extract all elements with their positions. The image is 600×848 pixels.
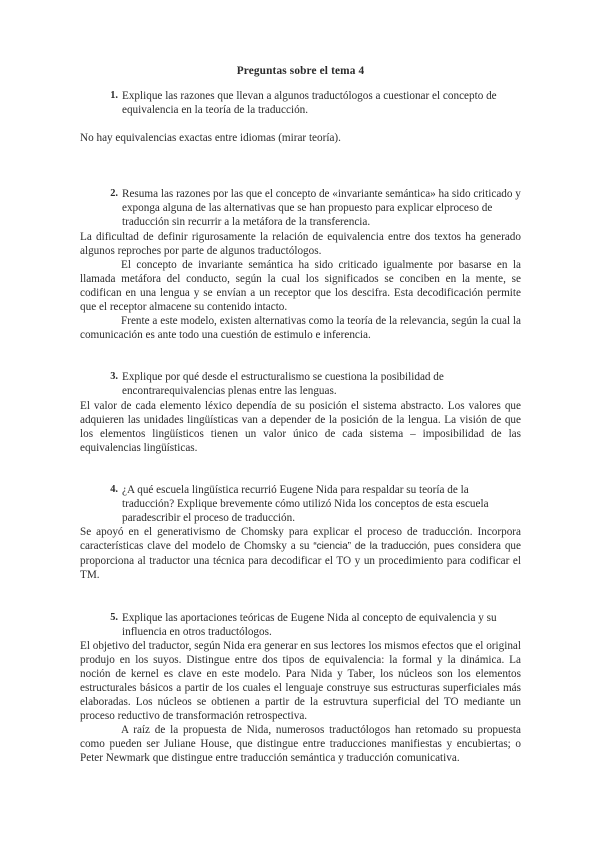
answer-4-outro-text: pues considera que proporciona al traductor una técnica para decodificar el TO y un procedimiento para codificar el TM. [80, 540, 521, 582]
question-number-3: 3. [110, 371, 118, 383]
answer-1-paragraph-1: No hay equivalencias exactas entre idiomas (mirar teoría). [80, 132, 341, 145]
question-prompt-1: Explique las razones que llevan a algunos traductólogos a cuestionar el concepto de equivalencia en la teoría de la traducción. [122, 90, 497, 117]
spacer [80, 342, 521, 370]
answer-2-paragraph-2: El concepto de invariante semántica ha sido criticado igualmente por basarse en la llamada metáfora del conducto, según la cual los significados se conciben en la mente, se codifican en una lengua y se envían a un receptor que los descifra. Esta decodificación permite que el receptor almacene su contenido intacto. [80, 258, 521, 314]
spacer [80, 117, 521, 131]
question-prompt-2: Resuma las razones por las que el concepto de «invariante semántica» ha sido criticado y exponga alguna de las alternativas que se han propuesto para explicar elproceso de traducción sin recurrir a la metáfora de la transferencia. [122, 188, 521, 229]
question-item-2 [80, 187, 521, 229]
question-item-1 [80, 89, 521, 117]
spacer [80, 455, 521, 483]
answer-5-paragraph-1: El objetivo del traductor, según Nida era generar en sus lectores los mismos efectos que el original produjo en los suyos. Distingue entre dos tipos de equivalencia: la formal y la dinámica. La noción de kernel es clave en este modelo. Para Nida y Taber, los núcleos son los elementos estructurales básicos a partir de los cuales el lenguaje construye sus estructuras superficiales más elaboradas. Los núcleos se obtienen a partir de la estruvtura superficial del TO mediante un proceso reductivo de transformación retrospectiva. [80, 639, 522, 723]
question-prompt-4: ¿A qué escuela lingüística recurrió Eugene Nida para respaldar su teoría de la traducción? Explique brevemente cómo utilizó Nida los conceptos de esta escuela paradescribir el proceso de traducción. [122, 483, 489, 525]
document-body [80, 64, 521, 766]
answer-2-paragraph-3: Frente a este modelo, existen alternativas como la teoría de la relevancia, según la cual la comunicación es ante todo una cuestión de estimulo e inferencia. [80, 315, 521, 342]
answer-5-paragraph-2: A raíz de la propuesta de Nida, numerosos traductólogos han retomado su propuesta como pueden ser Juliane House, que distingue entre traducciones manifiestas y encubiertas; o Peter Newmark que distingue entre traducción semántica y traducción comunicativa. [80, 724, 521, 765]
answer-4-paragraph-1 [80, 525, 521, 582]
question-prompt-3: Explique por qué desde el estructuralismo se cuestiona la posibilidad de encontrarequivalencias plenas entre las lenguas. [122, 371, 444, 398]
question-number-5: 5. [110, 611, 118, 623]
answer-4-intro-text: Se apoyó en el generativismo de Chomsky para explicar el proceso de traducción. Incorpora características clave del modelo de Chomsky a su [80, 526, 521, 553]
page-title: Preguntas sobre el tema 4 [236, 65, 365, 77]
question-item-4 [80, 483, 521, 525]
spacer [80, 145, 521, 187]
answer-2-paragraph-1: La dificultad de definir rigurosamente la relación de equivalencia entre dos textos ha generado algunos reproches por parte de algunos traductólogos. [80, 230, 521, 257]
answer-4-highlight-text: “ciencia” de la traducción, [313, 541, 430, 553]
answer-3-paragraph-1: El valor de cada elemento léxico dependía de su posición el sistema abstracto. Los valores que adquieren las unidades lingüísticas van a depender de la posición de la lengua. La visión de que los elementos lingüísticos tienen un valor único de cada sistema – imposibilidad de las equivalencias lingüísticas. [80, 399, 521, 454]
question-item-5 [80, 611, 521, 639]
question-prompt-5: Explique las aportaciones teóricas de Eugene Nida al concepto de equivalencia y su influencia en otros traductólogos. [122, 611, 497, 638]
question-number-2: 2. [110, 188, 118, 200]
question-number-4: 4. [110, 483, 118, 495]
question-item-3 [80, 370, 521, 398]
question-number-1: 1. [110, 90, 118, 101]
spacer [80, 583, 521, 611]
